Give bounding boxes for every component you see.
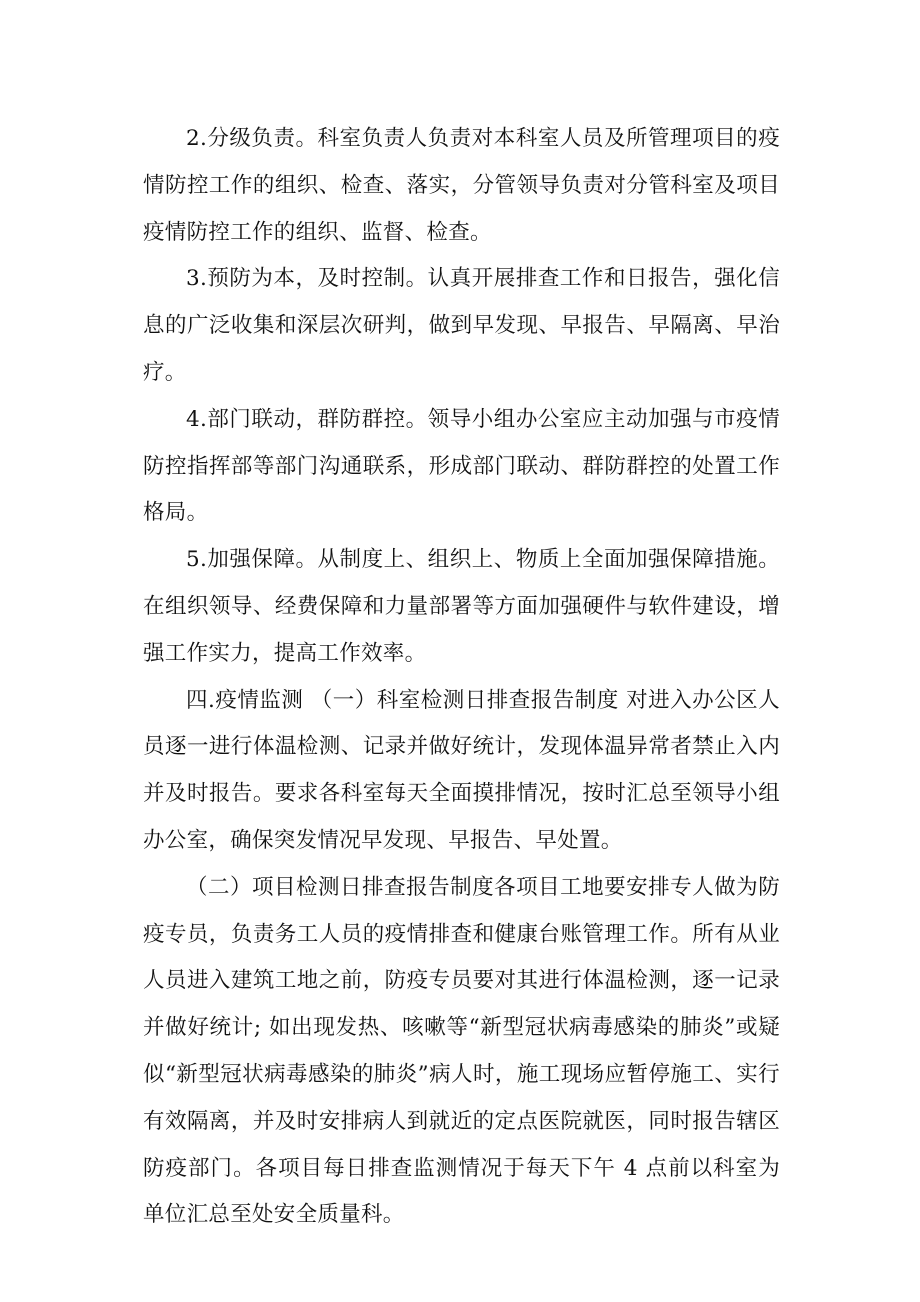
paragraph-department-linkage: 4.部门联动，群防群控。领导小组办公室应主动加强与市疫情防控指挥部等部门沟通联系，形成部门联动、群防群控的处置工作格局。 <box>143 406 780 526</box>
paragraph-strengthen-guarantee: 5.加强保障。从制度上、组织上、物质上全面加强保障措施。在组织领导、经费保障和力量部署等方面加强硬件与软件建设，增强工作实力，提高工作效率。 <box>143 547 780 666</box>
paragraph-epidemic-monitoring: 四.疫情监测 （一）科室检测日排查报告制度 对进入办公区人员逐一进行体温检测、记录并做好统计，发现体温异常者禁止入内并及时报告。要求各科室每天全面摸排情况，按时汇总至领导小组办公室，确保突发情况早发现、早报告、早处置。 <box>143 687 780 853</box>
paragraph-project-daily-report: （二）项目检测日排查报告制度各项目工地要安排专人做为防疫专员，负责务工人员的疫情排查和健康台账管理工作。所有从业人员进入建筑工地之前，防疫专员要对其进行体温检测，逐一记录并做好统计; 如出现发热、咳嗽等“新型冠状病毒感染的肺炎”或疑似“新型冠状病毒感染的肺炎”病人时，施工现场应暂停施工、实行有效隔离，并及时安排病人到就近的定点医院就医，同时报告辖区防疫部门。各项目每日排查监测情况于每天下午 4 点前以科室为单位汇总至处安全质量科。 <box>143 874 780 1228</box>
paragraph-prevention-first: 3.预防为本，及时控制。认真开展排查工作和日报告，强化信息的广泛收集和深层次研判，做到早发现、早报告、早隔离、早治疗。 <box>143 266 780 385</box>
document-body <box>143 116 780 1239</box>
paragraph-graded-responsibility: 2.分级负责。科室负责人负责对本科室人员及所管理项目的疫情防控工作的组织、检查、落实，分管领导负责对分管科室及项目疫情防控工作的组织、监督、检查。 <box>143 126 780 245</box>
